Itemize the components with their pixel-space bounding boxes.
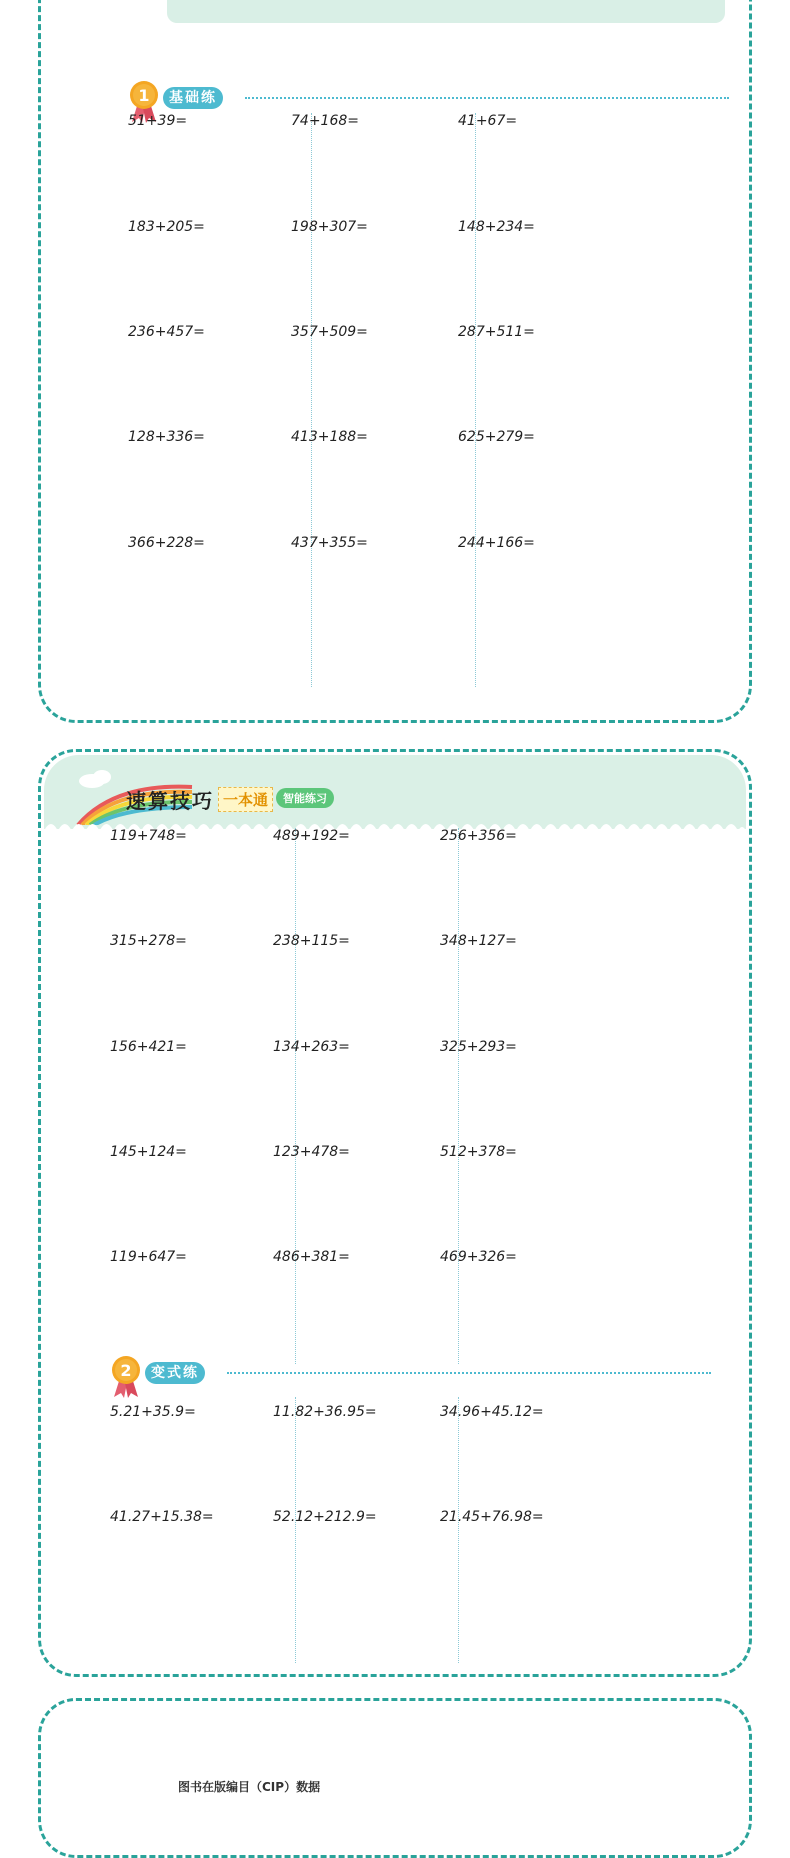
problem: 256+356= bbox=[440, 828, 517, 844]
problem: 489+192= bbox=[273, 828, 350, 844]
problem: 5.21+35.9= bbox=[110, 1404, 196, 1420]
problem: 11.82+36.95= bbox=[273, 1404, 377, 1420]
column-divider bbox=[475, 113, 476, 687]
problem: 287+511= bbox=[458, 324, 535, 340]
section-1-number: 1 bbox=[138, 86, 150, 105]
problem: 123+478= bbox=[273, 1144, 350, 1160]
cip-heading: 图书在版编目（CIP）数据 bbox=[178, 1780, 321, 1794]
problem: 134+263= bbox=[273, 1039, 350, 1055]
problem: 145+124= bbox=[110, 1144, 187, 1160]
problem: 625+279= bbox=[458, 429, 535, 445]
problem: 52.12+212.9= bbox=[273, 1509, 377, 1525]
problem: 148+234= bbox=[458, 219, 535, 235]
problem: 238+115= bbox=[273, 933, 350, 949]
problem: 21.45+76.98= bbox=[440, 1509, 544, 1525]
column-divider bbox=[311, 113, 312, 687]
section-1-rule bbox=[245, 97, 729, 99]
problem: 315+278= bbox=[110, 933, 187, 949]
page-banner bbox=[44, 755, 746, 829]
exercise-card-1 bbox=[38, 0, 752, 723]
banner-tag: 一本通 bbox=[218, 787, 273, 812]
problem: 119+748= bbox=[110, 828, 187, 844]
problem: 236+457= bbox=[128, 324, 205, 340]
problem: 512+378= bbox=[440, 1144, 517, 1160]
banner-title: 速算技巧 bbox=[126, 789, 214, 813]
problem: 156+421= bbox=[110, 1039, 187, 1055]
problem: 413+188= bbox=[291, 429, 368, 445]
problem: 244+166= bbox=[458, 535, 535, 551]
problem: 51+39= bbox=[128, 113, 188, 129]
problem: 366+228= bbox=[128, 535, 205, 551]
info-card bbox=[38, 1698, 752, 1858]
column-divider bbox=[295, 1397, 296, 1663]
problem: 486+381= bbox=[273, 1249, 350, 1265]
medal-number-icon bbox=[109, 1355, 143, 1399]
problem: 348+127= bbox=[440, 933, 517, 949]
column-divider bbox=[295, 828, 296, 1364]
tip-box bbox=[167, 0, 725, 23]
problem: 437+355= bbox=[291, 535, 368, 551]
problem: 198+307= bbox=[291, 219, 368, 235]
problem: 128+336= bbox=[128, 429, 205, 445]
problem: 119+647= bbox=[110, 1249, 187, 1265]
problem: 74+168= bbox=[291, 113, 359, 129]
problem: 183+205= bbox=[128, 219, 205, 235]
column-divider bbox=[458, 1397, 459, 1663]
column-divider bbox=[458, 828, 459, 1364]
section-2-number: 2 bbox=[120, 1361, 132, 1380]
problem: 41.27+15.38= bbox=[110, 1509, 214, 1525]
section-2-header bbox=[109, 1355, 709, 1395]
banner-badge: 智能练习 bbox=[276, 788, 334, 808]
problem: 469+326= bbox=[440, 1249, 517, 1265]
exercise-card-2 bbox=[38, 749, 752, 1677]
section-2-title: 变式练 bbox=[145, 1362, 205, 1384]
section-1-header bbox=[127, 80, 727, 120]
section-1-title: 基础练 bbox=[163, 87, 223, 109]
section-2-rule bbox=[227, 1372, 711, 1374]
problem: 357+509= bbox=[291, 324, 368, 340]
problem: 34.96+45.12= bbox=[440, 1404, 544, 1420]
problem: 41+67= bbox=[458, 113, 518, 129]
problem: 325+293= bbox=[440, 1039, 517, 1055]
